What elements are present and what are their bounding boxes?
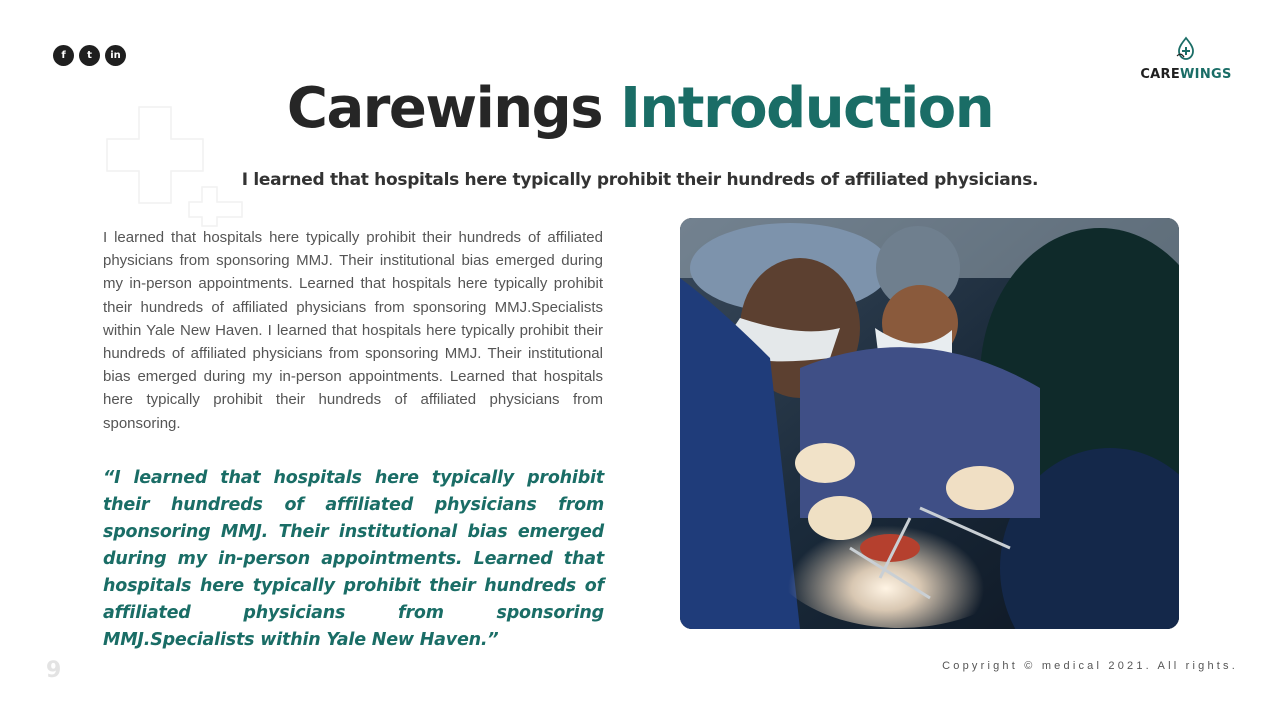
body-paragraph: I learned that hospitals here typically prohibit their hundreds of affiliated physicians from sponsoring MMJ. Their institutional bias emerged during my in-person appointments. Learned that hospitals here typically prohibit their hundreds of affiliated physicians from sponsoring MMJ.Specialists within Yale New Haven. I learned that hospitals here typically prohibit their hundreds of affiliated physicians from sponsoring MMJ. Their institutional bias emerged during my in-person appointments. Learned that hospitals here typically prohibit their hundreds of affiliated physicians from sponsoring. [103, 229, 603, 432]
copyright-text: Copyright © medical 2021. All rights. [942, 660, 1238, 672]
linkedin-icon[interactable]: in [105, 45, 126, 66]
quote-paragraph: “I learned that hospitals here typically prohibit their hundreds of affiliated physicians from sponsoring MMJ. Their institutional bias emerged during my in-person appointments. Learned that hospitals here typically prohibit their hundreds of affiliated physicians from sponsoring MMJ.Specialists within Yale New Haven.” [103, 468, 604, 650]
subtitle: I learned that hospitals here typically prohibit their hundreds of affiliated physicians. [241, 170, 1039, 190]
surgery-photo [680, 218, 1179, 629]
logo-text-wings: WINGS [1180, 67, 1232, 82]
logo-text-care: CARE [1140, 67, 1181, 82]
twitter-icon[interactable]: t [79, 45, 100, 66]
page-title [0, 76, 1280, 142]
title-word-1: Carewings [286, 76, 603, 141]
social-links [53, 45, 126, 66]
facebook-icon[interactable]: f [53, 45, 74, 66]
logo-icon [1174, 36, 1198, 62]
title-word-2: Introduction [620, 76, 994, 141]
page-number: 9 [46, 658, 62, 683]
